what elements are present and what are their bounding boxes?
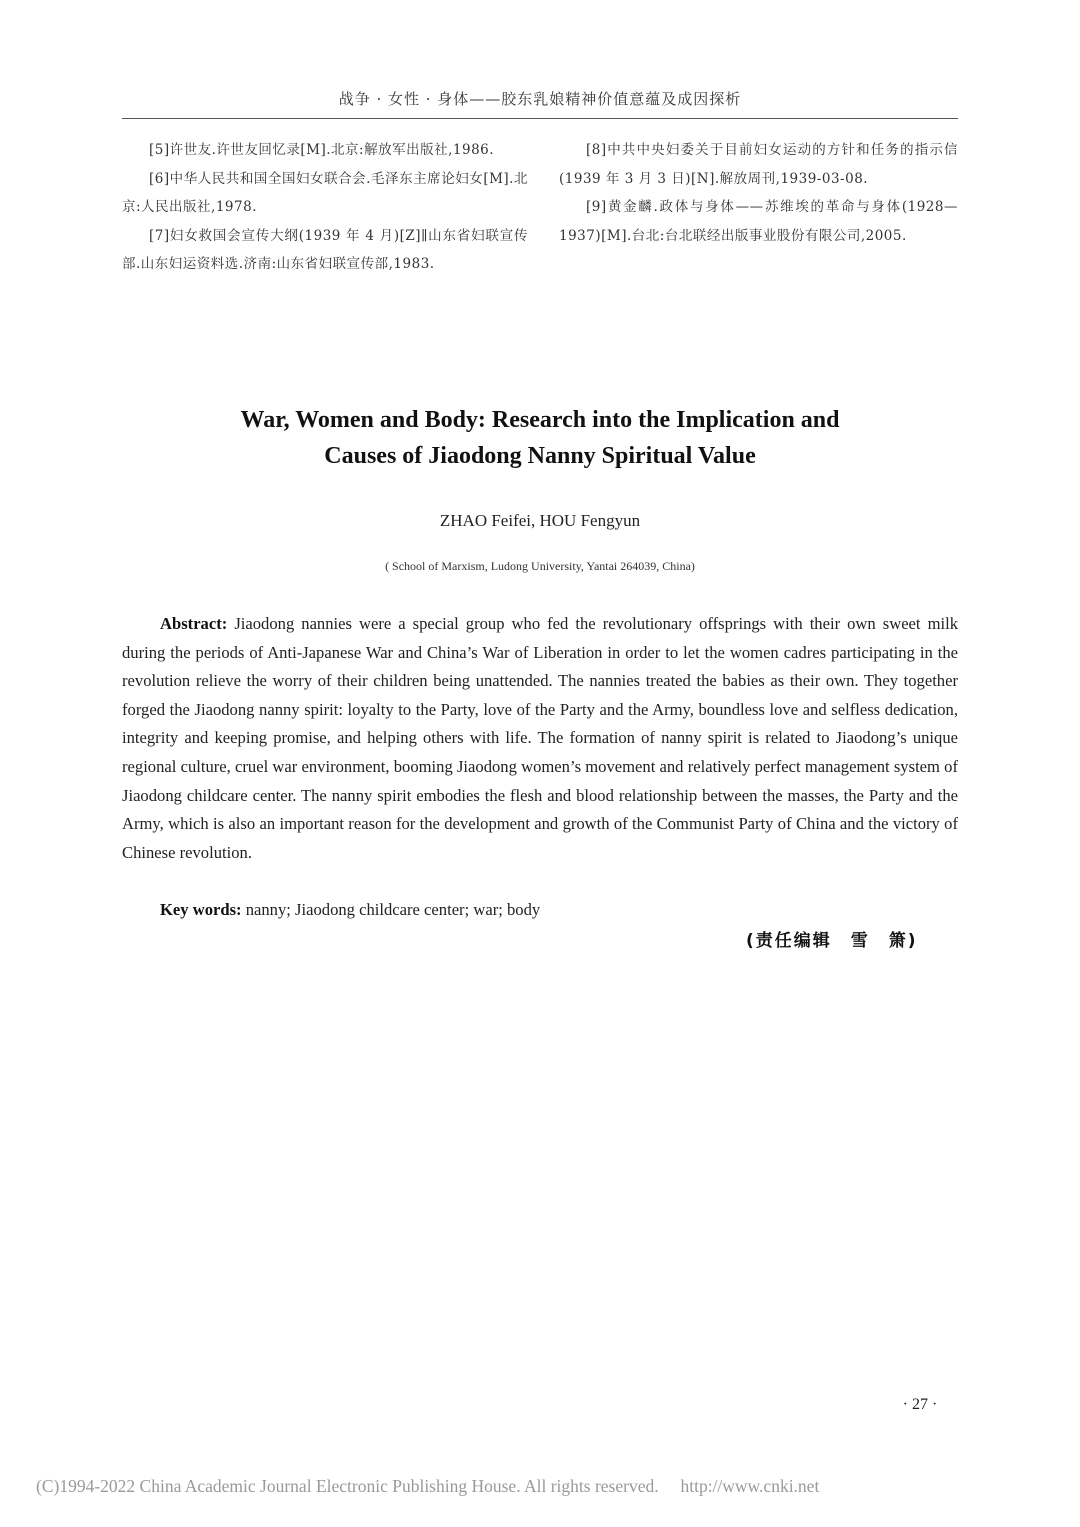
- header-rule: [122, 118, 958, 119]
- english-title: [122, 402, 958, 474]
- page-number: · 27 ·: [902, 1396, 938, 1413]
- reference-9: [9]黄金麟.政体与身体——苏维埃的革命与身体(1928—1937)[M].台北:台北联经出版事业股份有限公司,2005.: [559, 199, 958, 244]
- reference-5: [5]许世友.许世友回忆录[M].北京:解放军出版社,1986.: [149, 142, 495, 158]
- reference-8: [8]中共中央妇委关于目前妇女运动的方针和任务的指示信(1939 年 3 月 3 日)[N].解放周刊,1939-03-08.: [559, 142, 958, 187]
- keywords-label: Key words:: [160, 900, 242, 919]
- running-head: 战争 · 女性 · 身体——胶东乳娘精神价值意蕴及成因探析: [338, 90, 742, 108]
- abstract: [122, 610, 958, 867]
- title-line-1: War, Women and Body: Research into the Implication and: [240, 407, 840, 433]
- references-right-column: [559, 136, 958, 250]
- reference-7: [7]妇女救国会宣传大纲(1939 年 4 月)[Z]∥山东省妇联宣传部.山东妇运资料选.济南:山东省妇联宣传部,1983.: [122, 227, 528, 272]
- responsible-editor: (责任编辑 雪 箫): [746, 931, 918, 951]
- copyright-notice: (C)1994-2022 China Academic Journal Electronic Publishing House. All rights reserved. http://www.cnki.net: [36, 1476, 820, 1496]
- reference-6: [6]中华人民共和国全国妇女联合会.毛泽东主席论妇女[M].北京:人民出版社,1978.: [122, 170, 528, 215]
- affiliation: ( School of Marxism, Ludong University, Yantai 264039, China): [385, 559, 695, 573]
- keywords-text: nanny; Jiaodong childcare center; war; body: [241, 900, 541, 919]
- abstract-label: Abstract:: [160, 614, 228, 633]
- abstract-text: Jiaodong nannies were a special group who fed the revolutionary offsprings with their own sweet milk during the periods of Anti-Japanese War and China’s War of Liberation in order to let the women cadres participating in the revolution relieve the worry of their children being unattended. The nannies treated the babies as their own. They together forged the Jiaodong nanny spirit: loyalty to the Party, love of the Party and the Army, boundless love and selfless dedication, integrity and keeping promise, and helping others with life. The formation of nanny spirit is related to Jiaodong’s unique regional culture, cruel war environment, booming Jiaodong women’s movement and relatively perfect management system of Jiaodong childcare center. The nanny spirit embodies the flesh and blood relationship between the masses, the Party and the Army, which is also an important reason for the development and growth of the Communist Party of China and the victory of Chinese revolution.: [122, 614, 958, 862]
- references-left-column: [122, 136, 528, 279]
- keywords: [122, 896, 958, 925]
- title-line-2: Causes of Jiaodong Nanny Spiritual Value: [324, 443, 756, 469]
- authors: ZHAO Feifei, HOU Fengyun: [439, 511, 641, 530]
